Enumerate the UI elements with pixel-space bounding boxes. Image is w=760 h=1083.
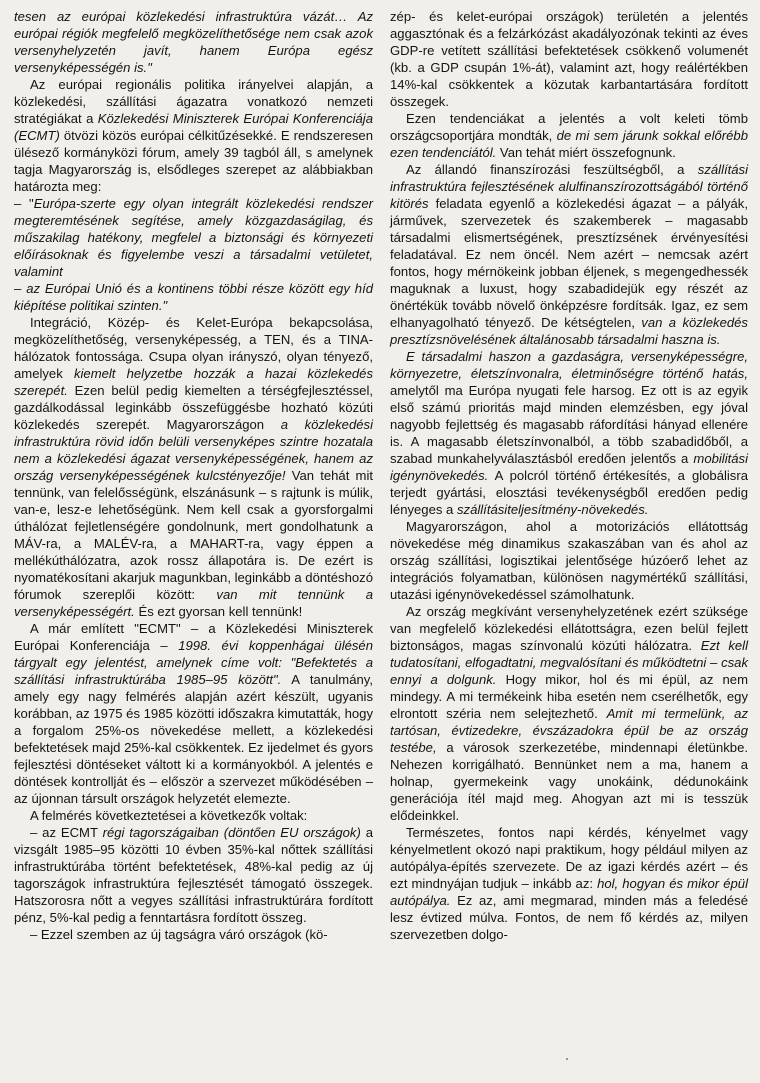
body-text: – Ezzel szemben az új tagságra váró országok (kö- xyxy=(30,927,328,942)
emphasized-text: E társadalmi haszon a gazdaságra, versenyképességre, környezetre, életszínvonalra, életminőségre történő hatás, xyxy=(390,349,748,381)
left-paragraph-5 xyxy=(14,314,373,620)
emphasized-text: tesen az európai közlekedési infrastruktúra vázát… Az európai régiók megfelelő megközelíthetősége nem csak azok versenyhelyzetén javít, hanem Európa egész versenyképességén is." xyxy=(14,9,373,75)
body-text: Van tehát miért összefognunk. xyxy=(496,145,676,160)
emphasized-text: Európa-szerte egy olyan integrált közlekedési rendszer megteremtésének segítése, amely közgazdaságilag, és műszakilag hatékony, megfelel a biztonsági és környezeti előírásoknak és figyelembe veszi a társadalmi vetületet, valamint xyxy=(14,196,373,279)
emphasized-text: szállítási infrastruktúra fejlesztésének alulfinanszírozottságából történő kitörés xyxy=(390,162,748,211)
emphasized-text: a közlekedési infrastruktúra rövid időn belüli versenyképes szintre hozatala nem a közlekedési ágazat versenyképességének, hanem az ország versenyképességének kulcstényezője! xyxy=(14,417,373,483)
body-text: Ezen tendenciákat a jelentés a volt keleti tömb országcsoportjára mondták, xyxy=(390,111,748,143)
body-text: És ezt gyorsan kell tennünk! xyxy=(134,604,303,619)
body-text: a vizsgált 1985–95 közötti 10 évben 35%-kal nőttek szállítási infrastruktúrába történt befektetések, 48%-kal pedig az új tagországok infrastruktúra fejlesztését támogató összegek. Hatszorosra nőtt a vegyes szállítási infrastruktúrára fordított pénz, 5%-kal pedig a fenntartásra fordított összeg. xyxy=(14,825,374,925)
body-text: – az ECMT xyxy=(30,825,103,840)
left-text-column xyxy=(14,8,373,943)
body-text: a városok szerkezetébe, mindennapi életünkbe. Nehezen korrigálható. Bennünket nem a ma, hanem a holnap, gyermekeink vagy unokáink, dédunokáink generációja ítél majd meg. Ahogyan azt mi is tesszük elődeinkkel. xyxy=(390,740,748,823)
left-paragraph-1 xyxy=(14,8,373,76)
body-text: zép- és kelet-európai országok) területén a jelentés aggasztónak és a felzárkózást akadályozónak tekinti az éves GDP-re vetített szállítási befektetések csökkenő volumenét (kb. a GDP csupán 1%-át), valamint azt, hogy reálértékben 14%-kal csökkentek a közutak karbantartására fordított összegek. xyxy=(390,9,748,109)
left-paragraph-6 xyxy=(14,620,373,807)
body-text: Van tehát mit tennünk, van felelősségünk, elszánásunk – s rajtunk is múlik, van-e, lesz-e lehetőségünk. Nem kell csak a gyorsforgalmi úthálózat fejletlenségére gondolnunk, mert gondolhatunk a MÁV-ra, a MALÉV-ra, a MAHART-ra, vagy éppen a mellékúthálózatra, azok rossz állapotára is. De ezért is nyomatékosítani akarjuk magunkban, leginkább a döntéshozó fórumok szereplői között: xyxy=(14,468,373,602)
body-text: Ez az, ami megmarad, minden más a feledésé lesz évtized múlva. Fontos, de nem fő kérdés az, milyen szervezetben dolgo- xyxy=(390,893,748,942)
left-paragraph-7 xyxy=(14,807,373,824)
right-paragraph-6 xyxy=(390,603,748,824)
body-text: feladata egyenlő a közlekedési ágazat – a pályák, járművek, szervezetek és szakemberek – magasabb társadalmi elismertségének, presztízsének érvényesítési feladatával. Ez nem öncél. Nem azért – nemcsak azért fontos, hogy mérnökeink jobban éljenek, s megengedhessék maguknak a luxust, hogy szabadidejük egy részét az önértékük tovább növelő önképzésre fordítsák. Igaz, ez sem elhanyagolható tényező. De kétségtelen, xyxy=(390,196,748,330)
emphasized-text: de mi sem járunk sokkal előrébb ezen tendenciától. xyxy=(390,128,748,160)
emphasized-text: 1998. évi koppenhágai ülésén tárgyalt egy jelentést, amelynek címe volt: "Befektetés a szállítási infrastruktúrába 1985–95 között". xyxy=(14,638,373,687)
body-text: Hogy mikor, hol és mi épül, az nem mindegy. A mi termékeink hiba esetén nem cserélhetők, egy elrontott széria nem selejtezhető. xyxy=(390,672,748,721)
body-text: – " xyxy=(14,196,34,211)
body-text: A felmérés következtetései a következők voltak: xyxy=(30,808,308,823)
right-paragraph-1 xyxy=(390,8,748,110)
body-text: Természetes, fontos napi kérdés, kényelmet vagy kényelmetlent okozó napi praktikum, hogy például milyen az autópálya-építés szervezete. De az igazi kérdés azért – és ezt mindnyájan tudjuk – inkább az: xyxy=(390,825,748,891)
body-text: ötvözi közös európai célkitűzésekké. E rendszeresen ülésező kormányközi fórum, amely 39 tagból áll, s amelynek tagja Magyarország is, elsődleges szerepet az alábbiakban határozta meg: xyxy=(14,128,373,194)
body-text: A tanulmány, amely egy nagy felmérés alapján azért készült, ugyanis korábban, az 1975 és 1985 közötti időszakra kimutatták, hogy a forgalom 25%-os növekedése mellett, a közlekedési befektetések majd 25%-kal csökkentek. Ez ijedelmet és gyors fejlesztési döntéseket váltott ki a kormányokból. A jelentés e döntések kontrollját és – először a szervezet működésében – az újonnan társult országok helyzetét elemezte. xyxy=(14,672,373,806)
left-paragraph-2 xyxy=(14,76,373,195)
right-paragraph-7 xyxy=(390,824,748,943)
body-text: Az ország megkívánt versenyhelyzetének ezért szüksége van megfelelő közlekedési ellátottságra, ezen belül fejlett biztonságos, magas színvonalú közúti hálózatra. xyxy=(390,604,748,653)
left-paragraph-8 xyxy=(14,824,373,926)
body-text: Integráció, Közép- és Kelet-Európa bekapcsolása, megközelíthetőség, versenyképesség, a TEN, és a TINA-hálózatok fontossága. Csupa olyan irányszó, olyan tényező, amelyek xyxy=(14,315,373,381)
body-text: A polcról történő értékesítés, a globálisra terjedt gyártási, elosztási tevékenységből eredően pedig lényeges a xyxy=(390,468,748,517)
emphasized-text: van mit tennünk a versenyképességért. xyxy=(14,587,374,619)
emphasized-text: régi tagországaiban (döntően EU országok) xyxy=(102,825,361,840)
right-text-column xyxy=(390,8,748,943)
emphasized-text: Közlekedési Miniszterek Európai Konferenciája (ECMT) xyxy=(14,111,373,143)
body-text: Az állandó finanszírozási feszültségből, a xyxy=(406,162,698,177)
right-paragraph-3 xyxy=(390,161,748,348)
body-text: Az európai regionális politika irányelvei alapján, a közlekedési, szállítási ágazatra vonatkozó nemzeti stratégiákat a xyxy=(14,77,373,126)
emphasized-text: kiemelt helyzetbe hozzák a hazai közlekedés szerepét. xyxy=(14,366,373,398)
left-paragraph-3 xyxy=(14,195,373,280)
right-paragraph-5 xyxy=(390,518,748,603)
emphasized-text: Ezt kell tudatosítani, elfogadtatni, megvalósítani és működtetni – csak ennyi a dolgunk. xyxy=(390,638,748,687)
body-text: amelytől ma Európa nyugati fele harsog. Ez ott is az egyik első számú prioritás majd minden elemzésben, egy jóval nagyobb fejlettség és magasabb ráfordítási hányad ellenére is. A magasabb életszínvonalból, a több szabadidőből, a szabad munkahelyválasztásból eredően jelentős a xyxy=(390,383,748,466)
emphasized-text: Amit mi termelünk, az tartósan, évtizedekre, évszázadokra épül be az ország testébe, xyxy=(390,706,749,755)
body-text: Ezen belül pedig kiemelten a térségfejlesztéssel, gazdálkodással leginkább összefüggésbe hozható közúti közlekedés szerepét. Magyarországon xyxy=(14,383,373,432)
left-paragraph-9 xyxy=(14,926,373,943)
body-text: A már említett "ECMT" – a Közlekedési Miniszterek Európai Konferenciája – xyxy=(14,621,373,653)
right-paragraph-4 xyxy=(390,348,748,518)
emphasized-text: szállításiteljesítmény-növekedés. xyxy=(456,502,649,517)
emphasized-text: van a közlekedés presztízsnövelésének általánosabb társadalmi haszna is. xyxy=(390,315,748,347)
emphasized-text: mobilitási igénynövekedés. xyxy=(390,451,748,483)
print-speck xyxy=(566,1058,568,1060)
emphasized-text: – az Európai Unió és a kontinens többi része között egy híd kiépítése politikai szinten." xyxy=(14,281,373,313)
emphasized-text: hol, hogyan és mikor épül autópálya. xyxy=(390,876,748,908)
left-paragraph-4 xyxy=(14,280,373,314)
right-paragraph-2 xyxy=(390,110,748,161)
body-text: Magyarországon, ahol a motorizációs ellátottság növekedése még dinamikus szakaszában van és ahol az ország szállítási, logisztikai jelentősége húzóerő lehet az integrációs folyamatban, különösen nagymértékű szállítási, utazási igénynövekedéssel számolhatunk. xyxy=(390,519,748,602)
